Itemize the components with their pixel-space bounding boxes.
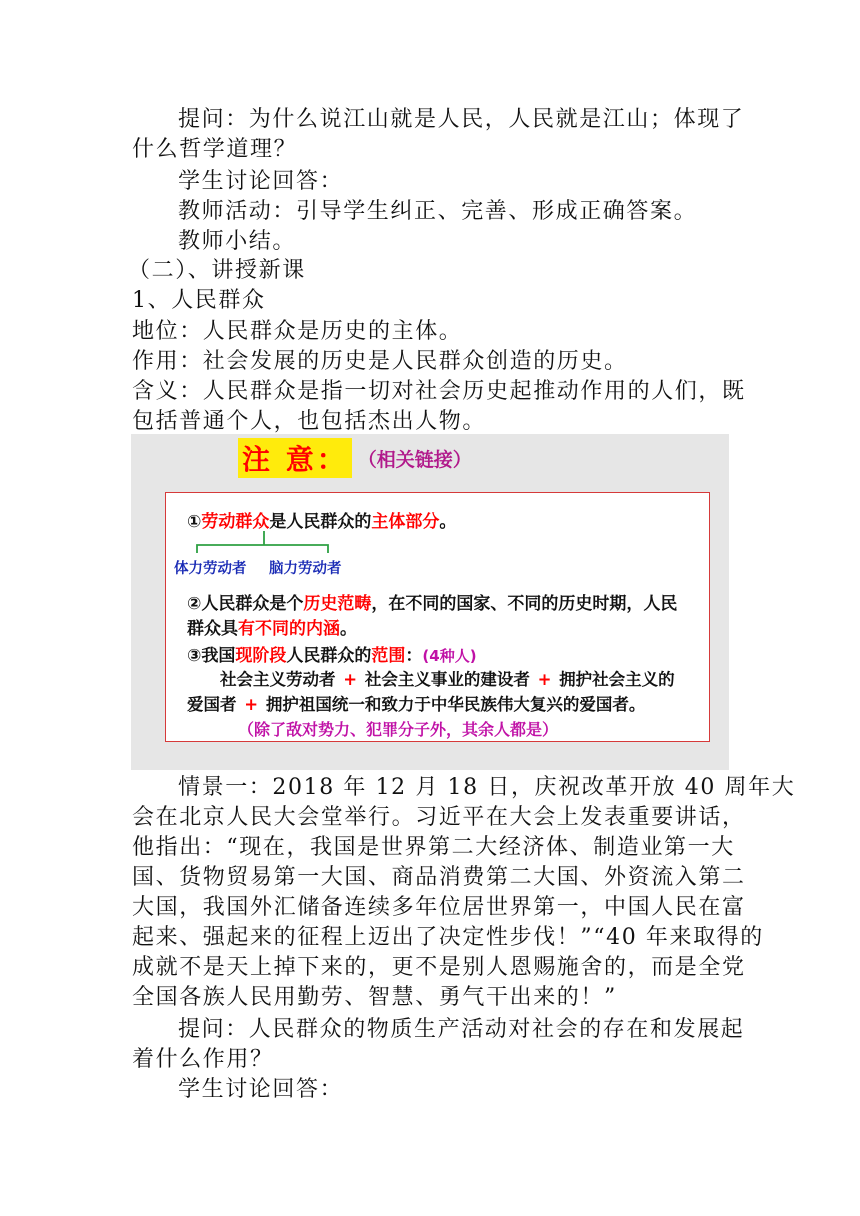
topic-heading: 1、人民群众 xyxy=(132,288,266,313)
note-subtitle: （相关链接） xyxy=(357,448,472,471)
section-heading: （二）、讲授新课 xyxy=(128,258,306,283)
branch-mental-labor: 脑力劳动者 xyxy=(269,561,342,577)
question-2-line-1: 提问：人民群众的物质生产活动对社会的存在和发展起 xyxy=(178,1017,745,1042)
scenario-line-2: 会在北京人民大会堂举行。习近平在大会上发表重要讲话， xyxy=(132,805,746,830)
note-banner xyxy=(238,436,472,480)
status-line: 地位：人民群众是历史的主体。 xyxy=(132,319,463,344)
note-title-highlight xyxy=(238,438,352,478)
student-discussion-2: 学生讨论回答： xyxy=(178,1077,344,1102)
question-1-line-1: 提问：为什么说江山就是人民，人民就是江山；体现了 xyxy=(178,107,745,132)
scenario-line-1: 情景一：2018 年 12 月 18 日，庆祝改革开放 40 周年大 xyxy=(178,775,796,800)
meaning-line-1: 含义：人民群众是指一切对社会历史起推动作用的人们，既 xyxy=(132,379,746,404)
teacher-activity: 教师活动：引导学生纠正、完善、形成正确答案。 xyxy=(178,199,698,224)
scenario-line-7: 成就不是天上掉下来的，更不是别人恩赐施舍的，而是全党 xyxy=(132,955,746,980)
student-discussion-1: 学生讨论回答： xyxy=(178,169,344,194)
scenario-line-4: 国、货物贸易第一大国、商品消费第二大国、外资流入第二 xyxy=(132,865,746,890)
scenario-line-6: 起来、强起来的征程上迈出了决定性步伐！”“40 年来取得的 xyxy=(132,925,764,950)
role-line: 作用：社会发展的历史是人民群众创造的历史。 xyxy=(132,349,628,374)
scenario-line-5: 大国，我国外汇储备连续多年位居世界第一，中国人民在富 xyxy=(132,895,746,920)
question-1-line-2: 什么哲学道理？ xyxy=(132,137,298,162)
scenario-line-8: 全国各族人民用勤劳、智慧、勇气干出来的！” xyxy=(132,985,617,1010)
point-3: ③我国现阶段人民群众的范围：(4种人) xyxy=(187,646,477,666)
question-2-line-2: 着什么作用？ xyxy=(132,1047,274,1072)
scenario-line-3: 他指出：“现在，我国是世界第二大经济体、制造业第一大 xyxy=(132,835,735,860)
note-content-box xyxy=(165,492,710,742)
note-title: 注 意： xyxy=(242,443,348,476)
point-2-line-1: ②人民群众是个历史范畴，在不同的国家、不同的历史时期，人民 xyxy=(187,594,678,614)
branch-manual-labor: 体力劳动者 xyxy=(174,561,247,577)
people-list-line-1: 社会主义劳动者 + 社会主义事业的建设者 + 拥护社会主义的 xyxy=(220,670,675,689)
point-1: ①劳动群众是人民群众的主体部分。 xyxy=(187,512,457,532)
point-2-line-2: 群众具有不同的内涵。 xyxy=(187,619,357,639)
people-list-line-2: 爱国者 + 拥护祖国统一和致力于中华民族伟大复兴的爱国者。 xyxy=(187,695,646,714)
exclusion-note: （除了敌对势力、犯罪分子外，其余人都是） xyxy=(238,720,559,739)
note-slide-image xyxy=(131,434,729,770)
teacher-summary: 教师小结。 xyxy=(178,229,297,254)
meaning-line-2: 包括普通个人，也包括杰出人物。 xyxy=(132,409,487,434)
